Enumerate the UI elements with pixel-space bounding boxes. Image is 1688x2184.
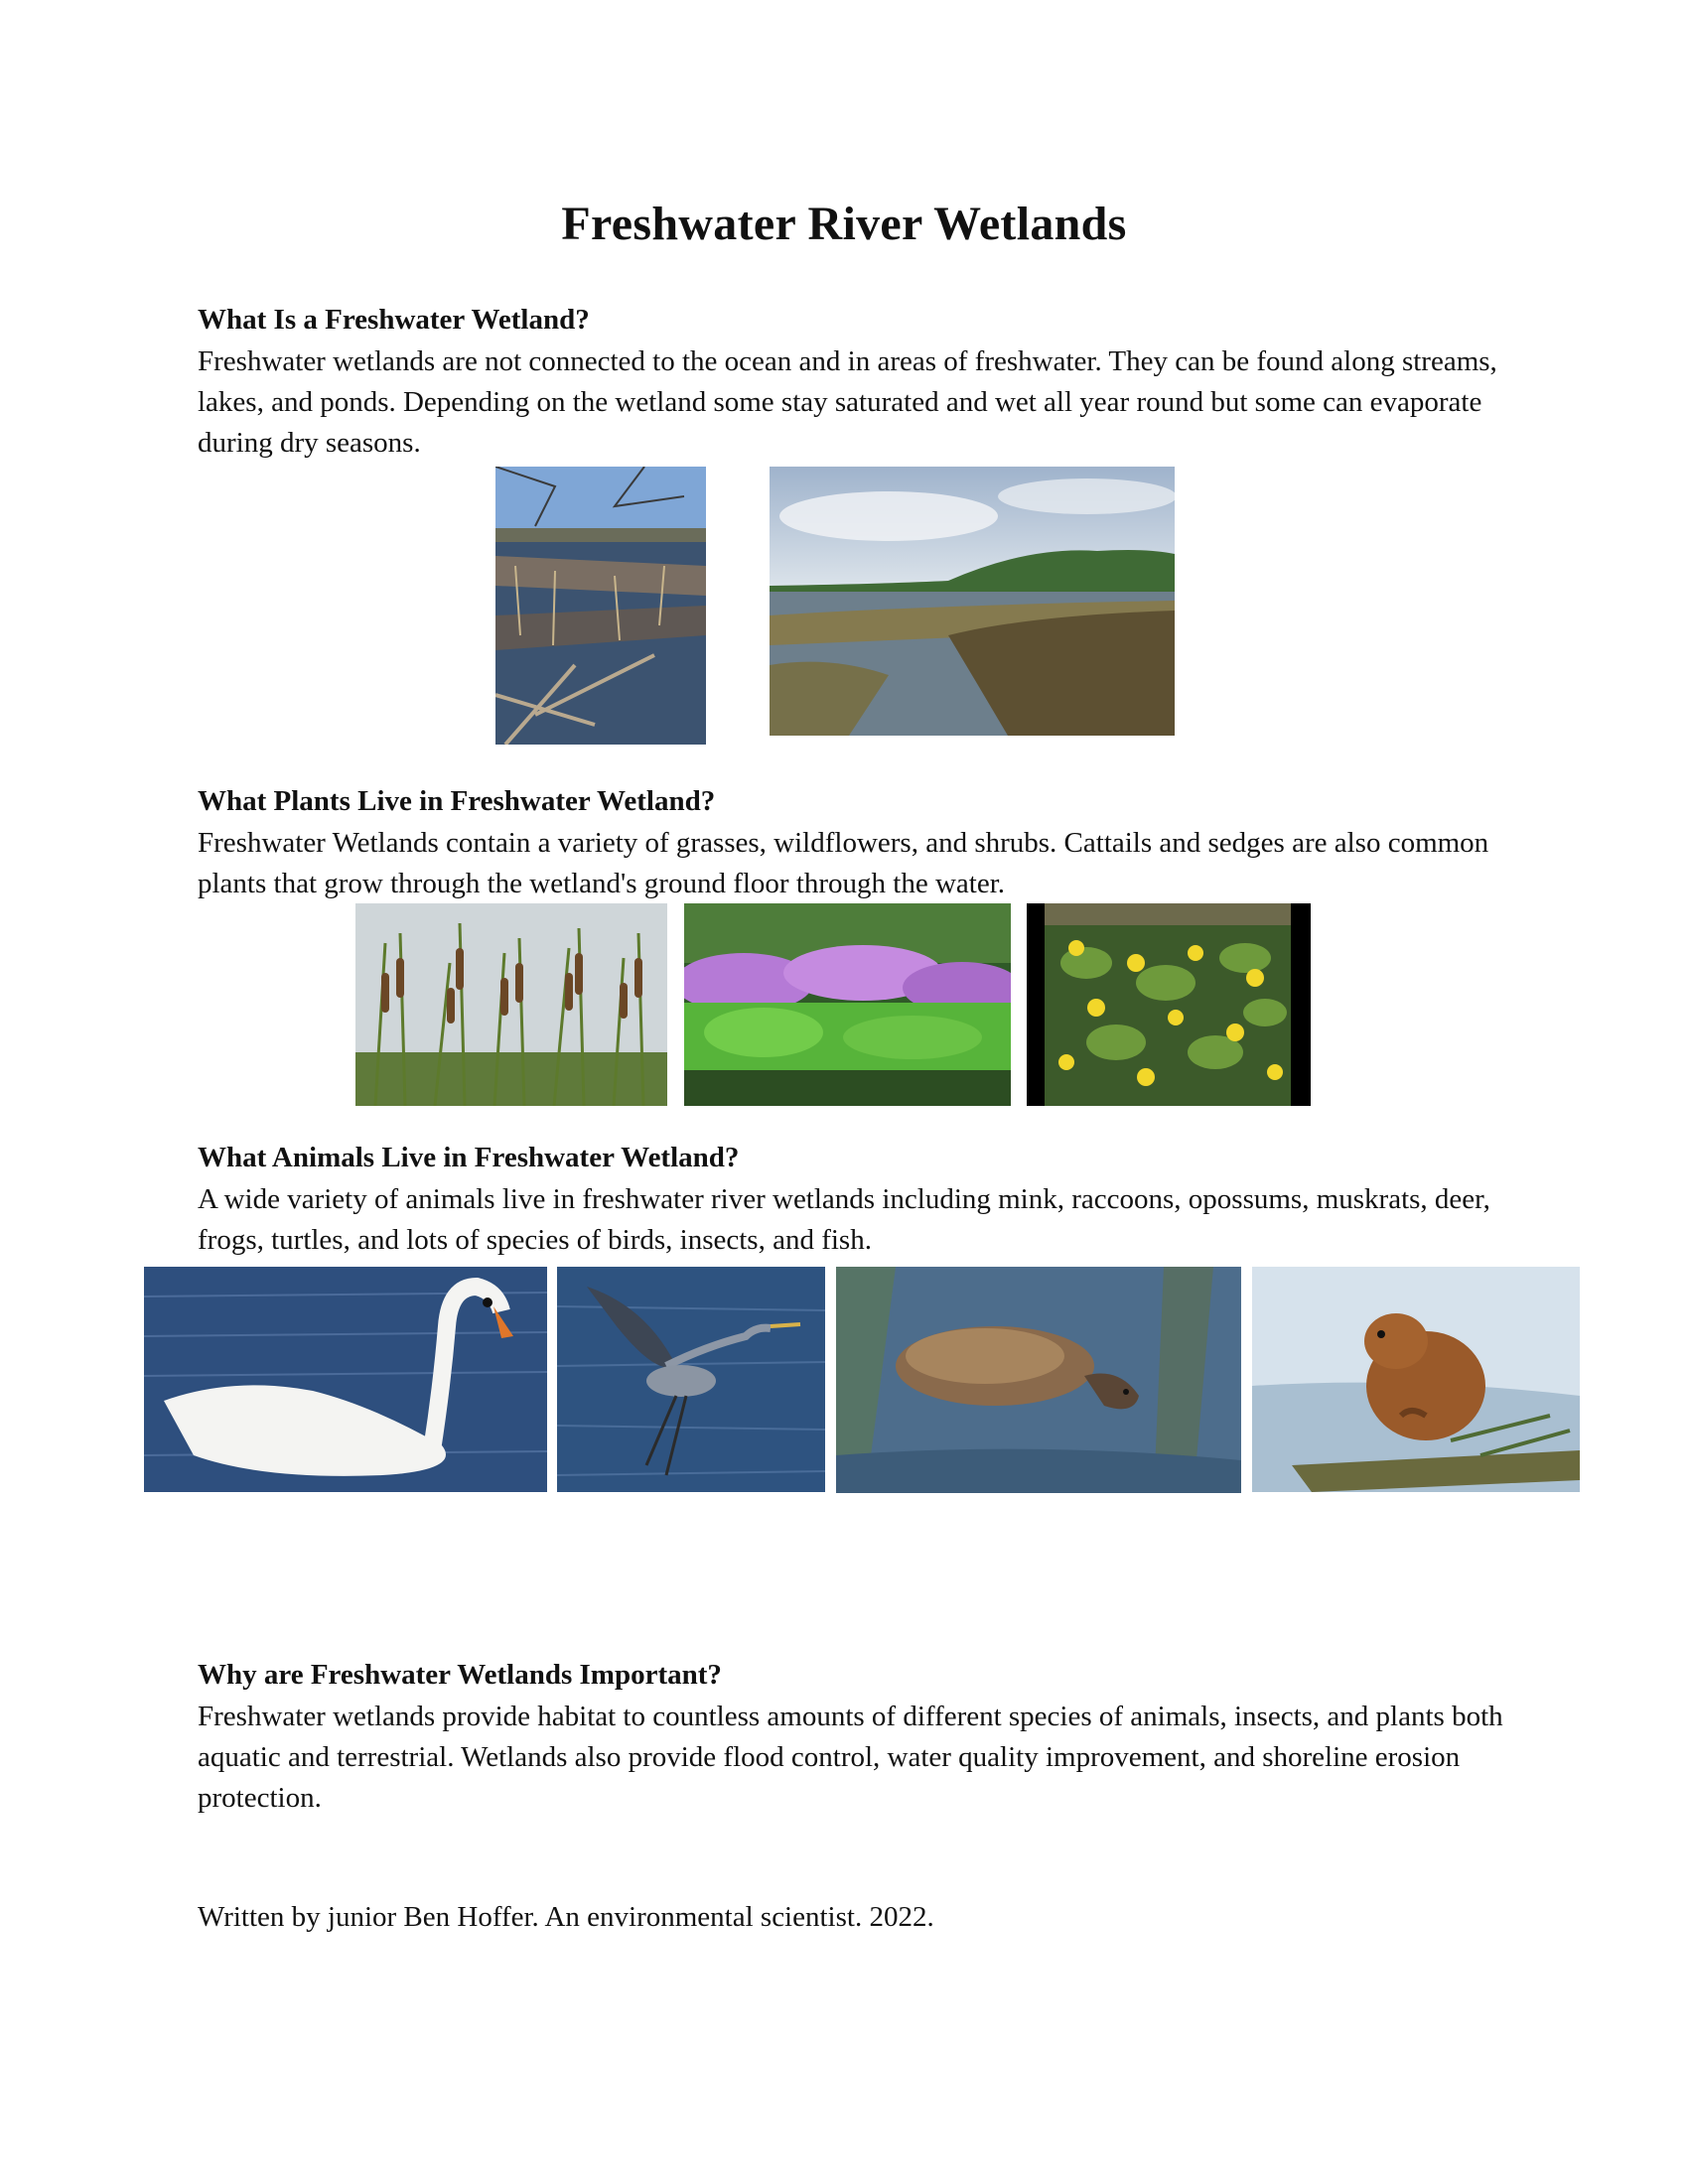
section-body-importance: Freshwater wetlands provide habitat to countless amounts of different species of animals, insects, and plants both aquatic and terrestrial. Wetlands also provide flood control, water quality improvement, and shoreline erosion protection. (198, 1701, 1503, 1814)
plant-photo-cattails (355, 903, 667, 1106)
animal-photo-turtle (836, 1267, 1241, 1493)
section-body-animals: A wide variety of animals live in freshwater river wetlands including mink, raccoons, opossums, muskrats, deer, frogs, turtles, and lots of species of birds, insects, and fish. (198, 1183, 1490, 1256)
section-heading-plants: What Plants Live in Freshwater Wetland? (198, 785, 716, 817)
section-body-what-is: Freshwater wetlands are not connected to the ocean and in areas of freshwater. They can be found along streams, lakes, and ponds. Depending on the wetland some stay saturated and wet all year round but some can evaporate during dry seasons. (198, 345, 1497, 459)
plant-photo-wildflowers (684, 903, 1011, 1106)
animal-photo-muskrat (1252, 1267, 1580, 1492)
animal-photo-swan (144, 1267, 547, 1492)
plant-photo-marsh-marigold (1027, 903, 1311, 1106)
section-body-plants: Freshwater Wetlands contain a variety of grasses, wildflowers, and shrubs. Cattails and sedges are also common plants that grow through the wetland's ground floor through the water. (198, 827, 1489, 899)
author-credit: Written by junior Ben Hoffer. An environmental scientist. 2022. (198, 1901, 934, 1933)
page-title: Freshwater River Wetlands (561, 198, 1127, 250)
wetland-photo-lake (770, 467, 1175, 736)
section-heading-importance: Why are Freshwater Wetlands Important? (198, 1659, 722, 1691)
wetland-photo-marsh (495, 467, 706, 745)
section-heading-what-is: What Is a Freshwater Wetland? (198, 304, 590, 336)
section-heading-animals: What Animals Live in Freshwater Wetland? (198, 1142, 740, 1173)
animal-photo-heron (557, 1267, 825, 1492)
